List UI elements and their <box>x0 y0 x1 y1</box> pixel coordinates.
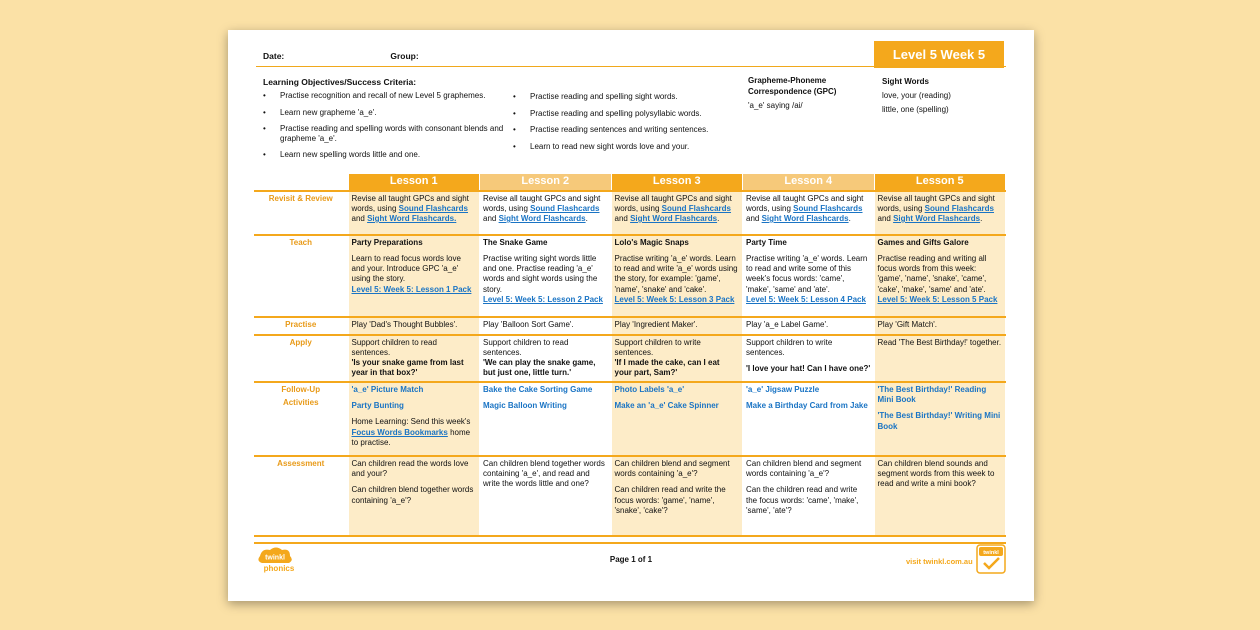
sight-words-title: Sight Words <box>882 77 929 86</box>
practise-cell-4: Play 'a_e Label Game'. <box>743 317 875 335</box>
footer-divider <box>254 542 1006 544</box>
quality-approved-badge-icon <box>976 544 1006 576</box>
header-fields <box>263 51 419 61</box>
objectives-left-list <box>263 91 508 167</box>
corner-cell <box>254 174 348 191</box>
apply-cell-3: Support children to write sentences. 'If I made the cake, can I eat your part, Sam?' <box>611 335 743 382</box>
revisit-cell-4: Revise all taught GPCs and sight words, using Sound Flashcards and Sight Word Flashcards. <box>743 191 875 235</box>
teach-label: Teach <box>254 235 348 317</box>
sight-word-flashcards-link[interactable]: Sight Word Flashcards <box>498 214 586 224</box>
apply-row <box>254 335 1006 382</box>
lesson-4-pack-link[interactable]: Level 5: Week 5: Lesson 4 Pack <box>746 294 866 304</box>
gpc-panel <box>748 75 858 111</box>
sight-word-flashcards-link[interactable]: Sight Word Flashcards <box>893 214 981 224</box>
photo-labels-activity[interactable]: Photo Labels 'a_e' <box>614 384 685 394</box>
lesson-3-header: Lesson 3 <box>611 174 743 191</box>
apply-cell-1: Support children to read sentences. 'Is your snake game from last year in that box?' <box>348 335 480 382</box>
sound-flashcards-link[interactable]: Sound Flashcards <box>924 203 995 213</box>
cake-spinner-activity[interactable]: Make an 'a_e' Cake Spinner <box>614 400 719 410</box>
gpc-title-2: Correspondence (GPC) <box>748 87 837 96</box>
objectives-right-list <box>513 92 723 158</box>
revisit-cell-3: Revise all taught GPCs and sight words, using Sound Flashcards and Sight Word Flashcards. <box>611 191 743 235</box>
sight-word-flashcards-link[interactable]: Sight Word Flashcards <box>630 214 718 224</box>
revisit-cell-1: Revise all taught GPCs and sight words, using Sound Flashcards and Sight Word Flashcards. <box>348 191 480 235</box>
birthday-card-activity[interactable]: Make a Birthday Card from Jake <box>746 400 868 410</box>
sight-words-panel <box>882 75 992 117</box>
practise-row <box>254 317 1006 335</box>
objectives-title: Learning Objectives/Success Criteria: <box>263 77 417 87</box>
followup-row <box>254 382 1006 456</box>
teach-cell-2: The Snake Game Practise writing sight words little and one. Practise reading 'a_e' words and sight words using the story. Level 5: Week 5: Lesson 2 Pack <box>480 235 612 317</box>
sight-word-flashcards-link[interactable]: Sight Word Flashcards <box>367 214 455 224</box>
apply-label: Apply <box>254 335 348 382</box>
lesson-1-pack-link[interactable]: Level 5: Week 5: Lesson 1 Pack <box>351 284 472 294</box>
followup-cell-1: 'a_e' Picture Match Party Bunting Home Learning: Send this week's Focus Words Bookmarks home to practise. <box>348 382 480 456</box>
objective-item: • Practise recognition and recall of new Level 5 graphemes. <box>263 91 508 101</box>
teach-cell-5: Games and Gifts Galore Practise reading and writing all focus words from this week: 'game', 'name', 'snake', 'came', 'cake', 'make', 'same' and 'ate'. Level 5: Week 5: Lesson 5 Pack <box>874 235 1006 317</box>
followup-cell-3 <box>611 382 743 456</box>
bake-the-cake-activity[interactable]: Bake the Cake Sorting Game <box>483 384 593 394</box>
sight-word-flashcards-link[interactable]: Sight Word Flashcards <box>761 214 849 224</box>
practise-cell-1: Play 'Dad's Thought Bubbles'. <box>348 317 480 335</box>
lesson-5-header: Lesson 5 <box>874 174 1006 191</box>
page-number: Page 1 of 1 <box>609 555 653 564</box>
svg-text:phonics: phonics <box>263 564 295 573</box>
assessment-cell-1: Can children read the words love and your? Can children blend together words containing 'a_e'? <box>348 456 480 536</box>
practise-label: Practise <box>254 317 348 335</box>
assessment-row <box>254 456 1006 536</box>
lesson-4-header: Lesson 4 <box>743 174 875 191</box>
followup-cell-5 <box>874 382 1006 456</box>
svg-text:twinkl: twinkl <box>983 550 999 556</box>
apply-cell-5: Read 'The Best Birthday!' together. <box>874 335 1006 382</box>
jigsaw-puzzle-activity[interactable]: 'a_e' Jigsaw Puzzle <box>746 384 820 394</box>
header-divider <box>256 66 1006 67</box>
sound-flashcards-link[interactable]: Sound Flashcards <box>793 203 863 213</box>
assessment-cell-3: Can children blend and segment words containing 'a_e'? Can children read and write the focus words: 'game', 'name', 'snake', 'cake'? <box>611 456 743 536</box>
picture-match-activity[interactable]: 'a_e' Picture Match <box>351 384 424 394</box>
apply-cell-4: Support children to write sentences. 'I love your hat! Can I have one?' <box>743 335 875 382</box>
assessment-cell-2: Can children blend together words containing 'a_e', and read and write the words little and one? <box>480 456 612 536</box>
teach-row <box>254 235 1006 317</box>
sound-flashcards-link[interactable]: Sound Flashcards <box>398 203 469 213</box>
lesson-3-pack-link[interactable]: Level 5: Week 5: Lesson 3 Pack <box>614 294 735 304</box>
svg-text:twinkl: twinkl <box>265 554 285 562</box>
assessment-cell-4: Can children blend and segment words containing 'a_e'? Can the children read and write the focus words: 'came', 'make', 'same', 'ate'? <box>743 456 875 536</box>
lesson-2-header: Lesson 2 <box>480 174 612 191</box>
party-bunting-activity[interactable]: Party Bunting <box>351 400 404 410</box>
assessment-cell-5: Can children blend sounds and segment words from this week to read and write a mini book? <box>874 456 1006 536</box>
gpc-title-1: Grapheme-Phoneme <box>748 76 827 85</box>
lesson-2-pack-link[interactable]: Level 5: Week 5: Lesson 2 Pack <box>483 294 603 304</box>
objective-item: • Learn new spelling words little and one. <box>263 150 508 160</box>
sound-flashcards-link[interactable]: Sound Flashcards <box>530 203 600 213</box>
revisit-label: Revisit & Review <box>254 191 348 235</box>
followup-cell-2 <box>480 382 612 456</box>
lesson-header-row <box>254 174 1006 191</box>
practise-cell-2: Play 'Balloon Sort Game'. <box>480 317 612 335</box>
revisit-cell-5: Revise all taught GPCs and sight words, using Sound Flashcards and Sight Word Flashcards. <box>874 191 1006 235</box>
objective-item: • Practise reading and spelling sight words. <box>513 92 723 102</box>
apply-cell-2: Support children to read sentences. 'We can play the snake game, but just one, little turn.' <box>480 335 612 382</box>
practise-cell-3: Play 'Ingredient Maker'. <box>611 317 743 335</box>
group-label: Group: <box>390 51 419 61</box>
learning-objectives <box>263 77 723 159</box>
objective-item: • Practise reading sentences and writing sentences. <box>513 125 723 135</box>
revisit-row <box>254 191 1006 235</box>
focus-words-bookmarks-link[interactable]: Focus Words Bookmarks <box>351 427 448 437</box>
reading-mini-book-activity[interactable]: 'The Best Birthday!' Reading Mini Book <box>877 384 987 404</box>
lesson-plan-document <box>228 30 1034 601</box>
objective-item: • Practise reading and spelling words with consonant blends and grapheme 'a_e'. <box>263 124 508 143</box>
level-week-badge: Level 5 Week 5 <box>874 41 1004 68</box>
sight-words-spelling: little, one (spelling) <box>882 105 949 114</box>
objective-item: • Learn new grapheme 'a_e'. <box>263 108 508 118</box>
sound-flashcards-link[interactable]: Sound Flashcards <box>661 203 732 213</box>
gpc-value: 'a_e' saying /ai/ <box>748 101 803 110</box>
date-label: Date: <box>263 51 285 61</box>
objective-item: • Practise reading and spelling polysyllabic words. <box>513 109 723 119</box>
teach-cell-4: Party Time Practise writing 'a_e' words. Learn to read and write some of this week's focus words: 'came', 'make', 'same' and 'ate'. Level 5: Week 5: Lesson 4 Pack <box>743 235 875 317</box>
revisit-cell-2: Revise all taught GPCs and sight words, using Sound Flashcards and Sight Word Flashcards. <box>480 191 612 235</box>
lesson-1-header: Lesson 1 <box>348 174 480 191</box>
objective-item: • Learn to read new sight words love and your. <box>513 142 723 152</box>
sight-words-reading: love, your (reading) <box>882 91 951 100</box>
teach-cell-3: Lolo's Magic Snaps Practise writing 'a_e' words. Learn to read and write 'a_e' words using the story, for example: 'game', 'name', 'snake' and 'cake'. Level 5: Week 5: Lesson 3 Pack <box>611 235 743 317</box>
teach-cell-1: Party Preparations Learn to read focus words love and your. Introduce GPC 'a_e' using the story. Level 5: Week 5: Lesson 1 Pack <box>348 235 480 317</box>
practise-cell-5: Play 'Gift Match'. <box>874 317 1006 335</box>
followup-label: Follow-Up Activities <box>254 382 348 456</box>
visit-website-link[interactable]: visit twinkl.com.au <box>906 557 973 566</box>
assessment-label: Assessment <box>254 456 348 536</box>
followup-cell-4 <box>743 382 875 456</box>
lesson-plan-table <box>254 173 1006 537</box>
lesson-5-pack-link[interactable]: Level 5: Week 5: Lesson 5 Pack <box>877 294 998 304</box>
magic-balloon-activity[interactable]: Magic Balloon Writing <box>483 400 567 410</box>
writing-mini-book-activity[interactable]: 'The Best Birthday!' Writing Mini Book <box>877 411 1001 431</box>
